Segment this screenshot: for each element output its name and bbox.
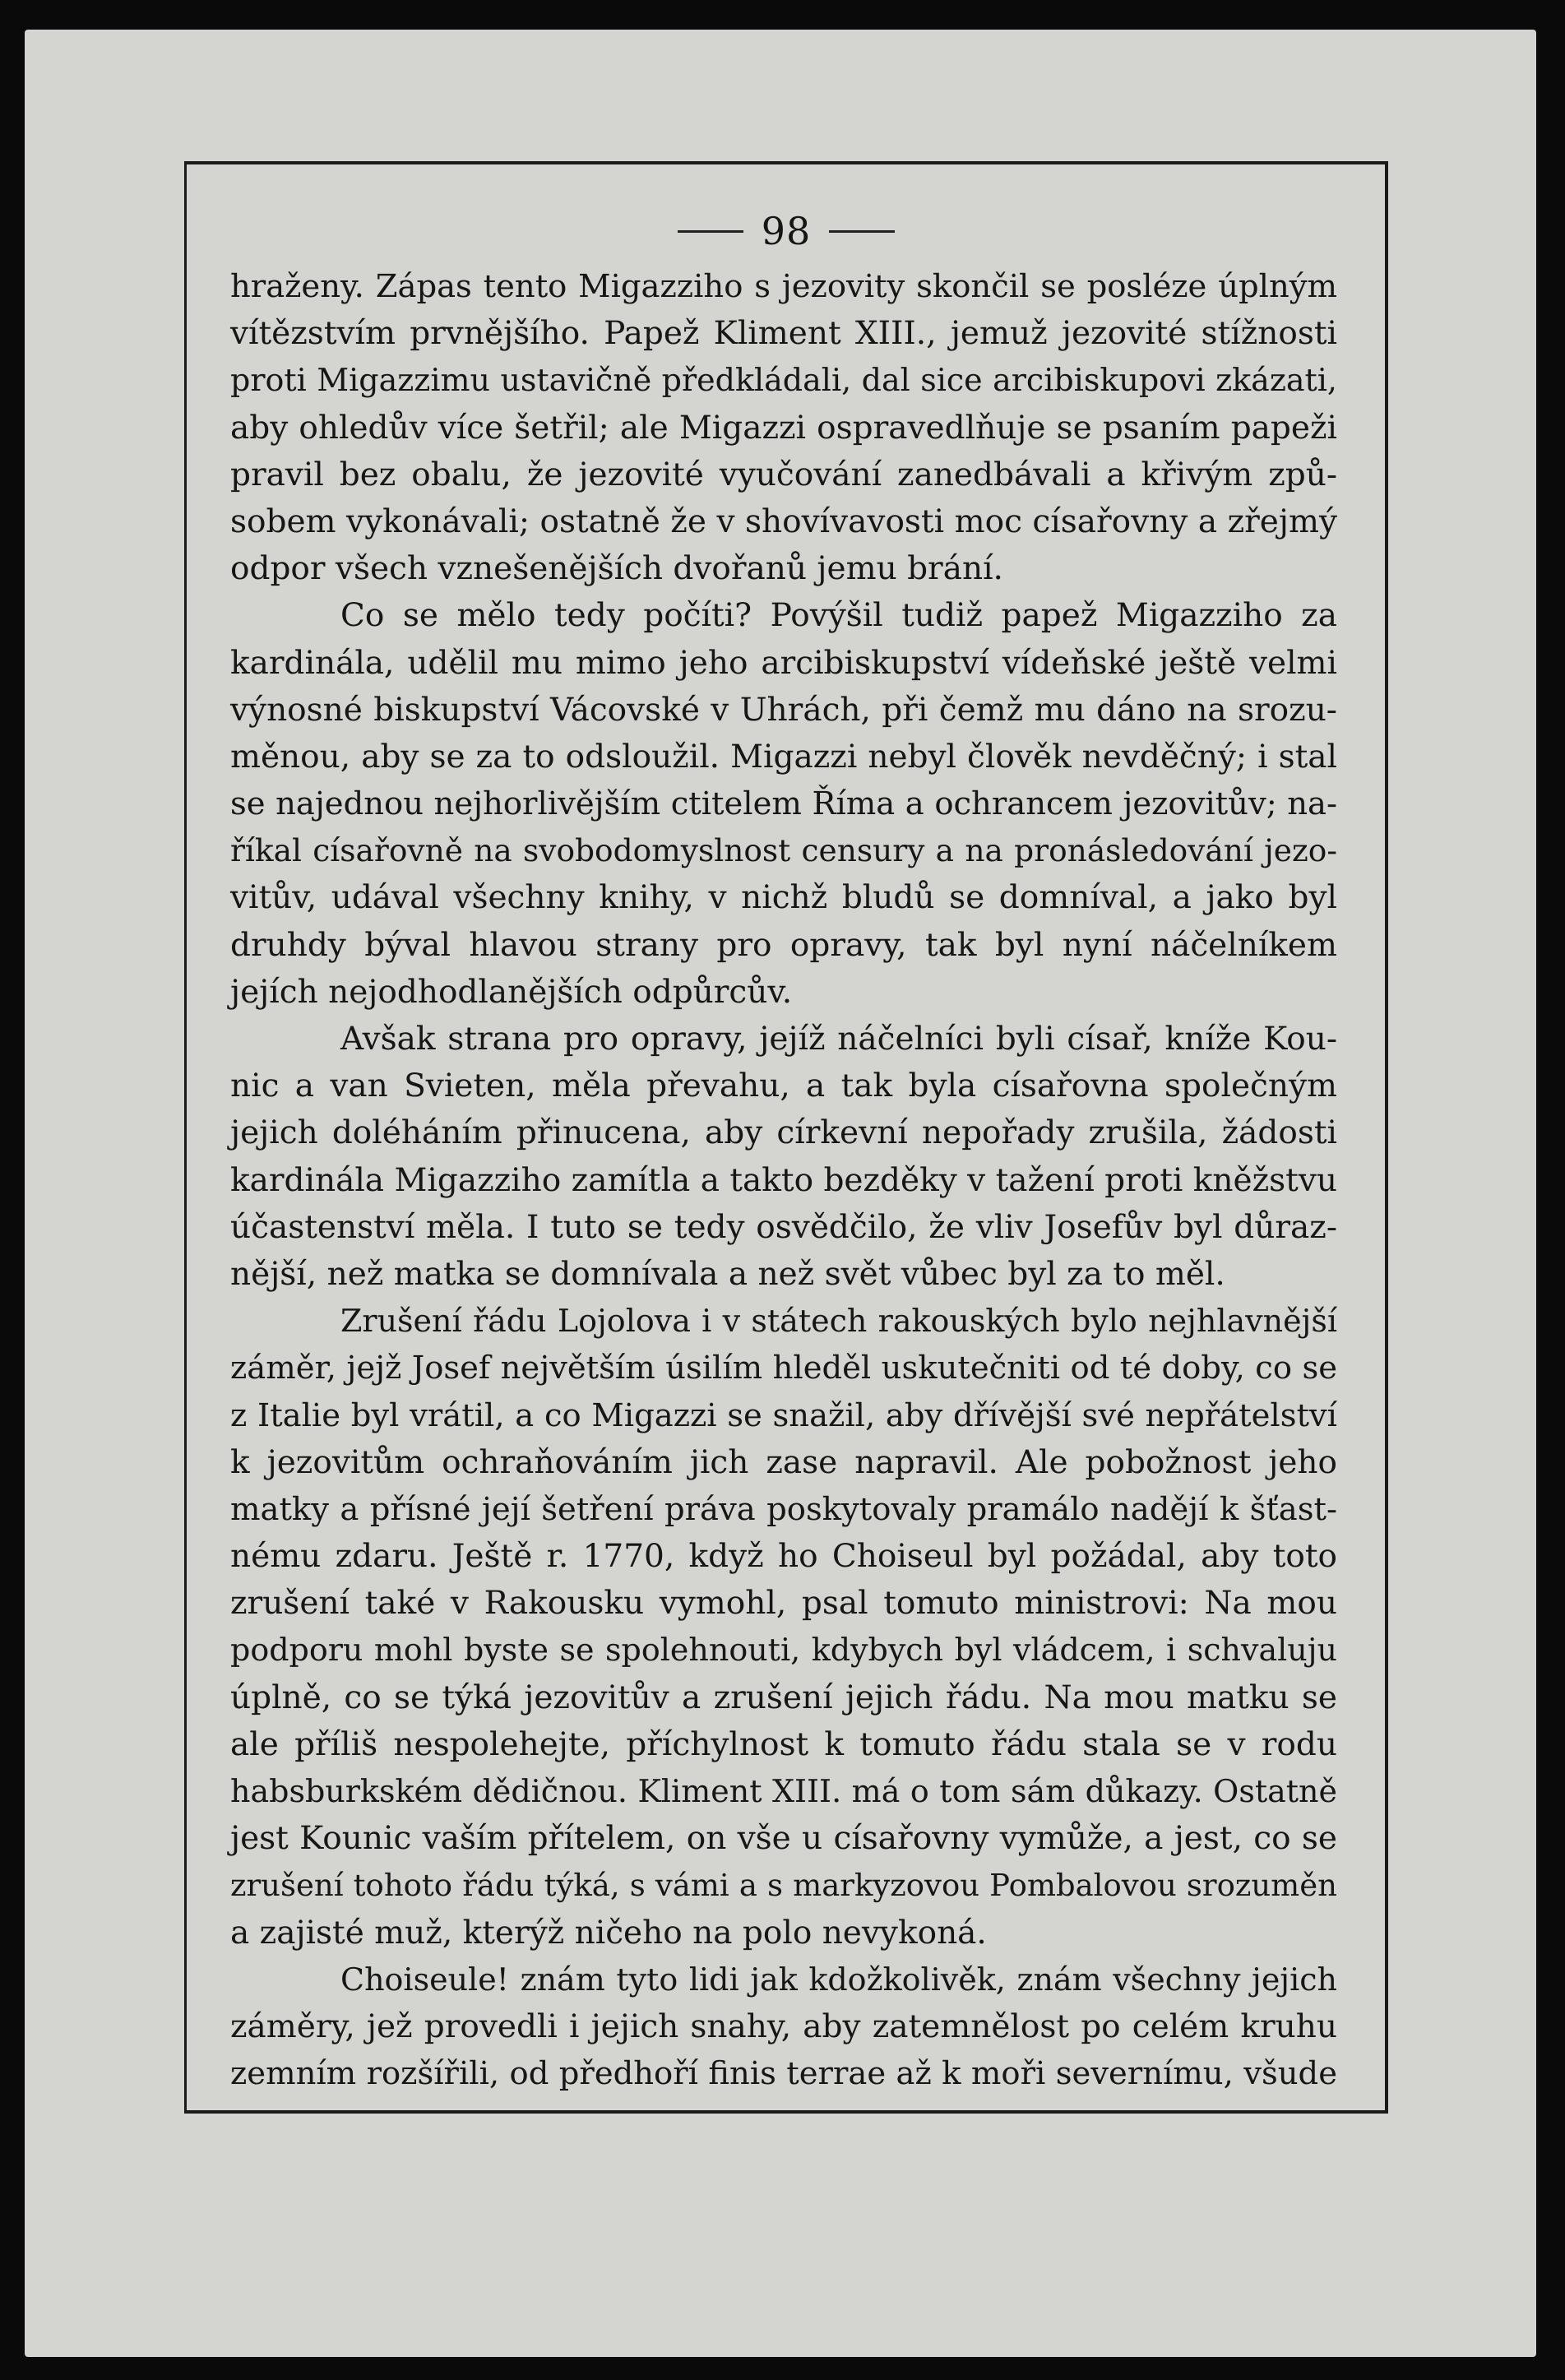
text-line: úplně, co se týká jezovitův a zrušení jejich řádu. Na mou matku se: [230, 1679, 1337, 1716]
text-line: hraženy. Zápas tento Migazziho s jezovity skončil se posléze úplným: [230, 268, 1337, 305]
body-text: [230, 263, 1337, 2097]
text-line: vítězstvím prvnějšího. Papež Kliment XIII., jemuž jezovité stížnosti: [230, 315, 1337, 353]
text-line: zemním rozšířili, od předhoří finis terrae až k moři severnímu, všude: [230, 2055, 1337, 2093]
text-line: zrušení tohoto řádu týká, s vámi a s markyzovou Pombalovou srozuměn: [230, 1868, 1337, 1904]
text-line: nější, než matka se domnívala a než svět vůbec byl za to měl.: [230, 1255, 1225, 1293]
text-line: zrušení také v Rakousku vymohl, psal tomuto ministrovi: Na mou: [230, 1585, 1337, 1623]
text-line: se najednou nejhorlivějším ctitelem Říma a ochrancem jezovitův; na-: [230, 785, 1337, 823]
text-line: sobem vykonávali; ostatně že v shovívavosti moc císařovny a zřejmý: [230, 502, 1337, 540]
text-line: Avšak strana pro opravy, jejíž náčelníci byli císař, kníže Kou-: [340, 1021, 1337, 1058]
text-line: říkal císařovně na svobodomyslnost censury a na pronásledování jezo-: [230, 832, 1337, 869]
text-line: jest Kounic vaším přítelem, on vše u císařovny vymůže, a jest, co se: [230, 1820, 1337, 1858]
text-line: z Italie byl vrátil, a co Migazzi se snažil, aby dřívější své nepřátelství: [230, 1396, 1337, 1434]
text-line: výnosné biskupství Vácovské v Uhrách, při čemž mu dáno na srozu-: [230, 691, 1337, 729]
text-line: nému zdaru. Ještě r. 1770, když ho Choiseul byl požádal, aby toto: [230, 1538, 1337, 1576]
text-line: pravil bez obalu, že jezovité vyučování zanedbávali a křivým způ-: [230, 456, 1337, 493]
text-line: matky a přísné její šetření práva poskytovaly pramálo nadějí k šťast-: [230, 1490, 1337, 1528]
page-header: [184, 202, 1388, 260]
text-line: záměr, jejž Josef největším úsilím hleděl uskutečniti od té doby, co se: [230, 1350, 1337, 1387]
text-line: vitův, udával všechny knihy, v nichž bludů se domníval, a jako byl: [230, 879, 1337, 917]
text-line: ale příliš nespolehejte, příchylnost k tomuto řádu stala se v rodu: [230, 1725, 1337, 1763]
text-line: kardinála Migazziho zamítla a takto bezděky v tažení proti kněžstvu: [230, 1161, 1337, 1199]
text-line: a zajisté muž, kterýž ničeho na polo nevykoná.: [230, 1914, 987, 1952]
text-line: habsburkském dědičnou. Kliment XIII. má o tom sám důkazy. Ostatně: [230, 1773, 1337, 1809]
header-dash-left: [678, 230, 743, 233]
text-line: Zrušení řádu Lojolova i v státech rakouských bylo nejhlavnější: [340, 1303, 1337, 1340]
header-dash-right: [829, 230, 895, 233]
text-line: Choiseule! znám tyto lidi jak kdožkolivěk, znám všechny jejich: [340, 1961, 1337, 1998]
text-line: měnou, aby se za to odsloužil. Migazzi nebyl člověk nevděčný; i stal: [230, 738, 1337, 776]
text-line: jejich doléháním přinucena, aby církevní nepořady zrušila, žádosti: [230, 1114, 1337, 1152]
text-line: nic a van Svieten, měla převahu, a tak byla císařovna společným: [230, 1067, 1337, 1105]
page-number: 98: [761, 209, 812, 253]
text-line: kardinála, udělil mu mimo jeho arcibiskupství vídeňské ještě velmi: [230, 644, 1337, 682]
text-line: jejích nejodhodlanějších odpůrcův.: [230, 973, 793, 1011]
text-line: podporu mohl byste se spolehnouti, kdybych byl vládcem, i schvaluju: [230, 1632, 1337, 1669]
text-line: proti Migazzimu ustavičně předkládali, dal sice arcibiskupovi zkázati,: [230, 362, 1337, 399]
text-line: k jezovitům ochraňováním jich zase napravil. Ale pobožnost jeho: [230, 1443, 1337, 1481]
text-line: odpor všech vznešenějších dvořanů jemu brání.: [230, 550, 1003, 588]
text-line: Co se mělo tedy počíti? Povýšil tudiž papež Migazziho za: [340, 597, 1337, 635]
text-line: záměry, jež provedli i jejich snahy, aby zatemnělost po celém kruhu: [230, 2007, 1337, 2045]
text-line: účastenství měla. I tuto se tedy osvědčilo, že vliv Josefův byl důraz-: [230, 1208, 1337, 1246]
text-line: druhdy býval hlavou strany pro opravy, tak byl nyní náčelníkem: [230, 926, 1337, 964]
text-line: aby ohledův více šetřil; ale Migazzi ospravedlňuje se psaním papeži: [230, 409, 1337, 447]
